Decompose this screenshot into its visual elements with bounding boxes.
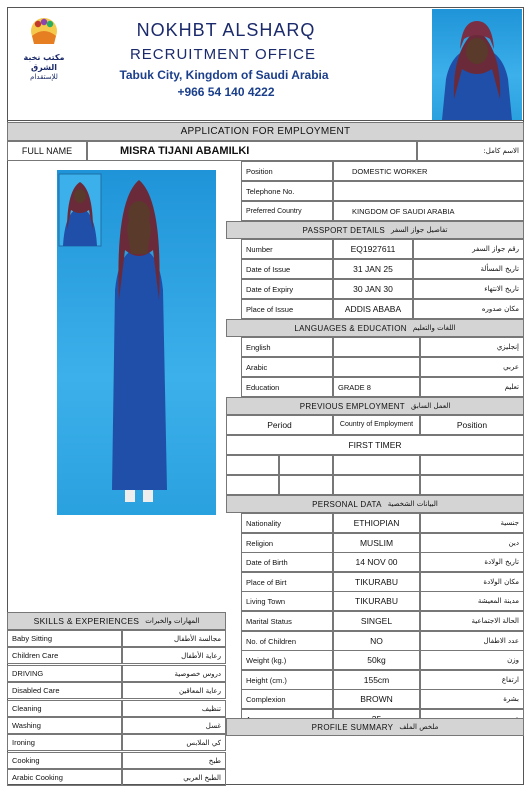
personal-row-arabic: مكان الولادة [420,572,524,592]
english-label: English [241,337,333,357]
position-value: DOMESTIC WORKER [333,161,524,181]
previous-employment-title-en: PREVIOUS EMPLOYMENT [299,401,405,411]
full-body-photo [57,170,216,515]
preferred-country-label: Preferred Country [241,201,333,221]
passport-photo [432,9,522,120]
languages-title-ar: اللغات والتعليم [412,324,456,332]
passport-number-label: Number [241,239,333,259]
personal-row-arabic: دين [420,533,524,553]
skill-row-arabic: الطبخ العربي [122,769,226,786]
skill-row-label: Washing [7,717,122,734]
office-name: RECRUITMENT OFFICE [129,46,317,63]
personal-row-label: Height (cm.) [241,670,333,690]
telephone-label: Telephone No. [241,181,333,201]
english-value [333,337,420,357]
employment-empty-1b [279,455,333,475]
logo-text-line1: مكتب نخبة الشرق [23,53,65,72]
company-name: NOKHBT ALSHARQ [136,20,316,40]
employment-first-timer: FIRST TIMER [226,435,524,455]
employment-empty-1c [333,455,420,475]
skill-row-arabic: رعاية المعاقين [122,682,226,699]
passport-expiry-value: 30 JAN 30 [333,279,413,299]
skill-row-label: Disabled Care [7,682,122,699]
skill-row-arabic: مجالسة الأطفال [122,630,226,647]
personal-row-arabic: عدد الاطفال [420,631,524,651]
full-name-arabic: الاسم كامل: [417,141,524,161]
full-body-figure [57,170,216,515]
previous-employment-title-ar: العمل السابق [411,402,451,410]
telephone-value [333,181,524,201]
application-title: APPLICATION FOR EMPLOYMENT [7,122,524,141]
personal-row-label: Nationality [241,513,333,533]
logo-icon [14,14,74,48]
personal-row-label: Place of Birt [241,572,333,592]
passport-place-arabic: مكان صدوره [413,299,524,319]
office-phone: +966 54 140 4222 [177,85,275,99]
arabic-value [333,357,420,377]
employment-col-country [333,415,420,435]
passport-issue-label: Date of Issue [241,259,333,279]
employment-col-position: Position [420,415,524,435]
skill-row-arabic: رعاية الأطفال [122,647,226,664]
passport-place-value: ADDIS ABABA [333,299,413,319]
passport-number-arabic: رقم جواز السفر [413,239,524,259]
skill-row-label: Cooking [7,752,122,769]
education-label: Education [241,377,333,397]
skill-row-label: DRIVING [7,665,122,682]
skill-row-label: Arabic Cooking [7,769,122,786]
passport-issue-value: 31 JAN 25 [333,259,413,279]
passport-title [226,221,524,239]
profile-summary-title-en: PROFILE SUMMARY [311,722,394,732]
full-name-value: MISRA TIJANI ABAMILKI [87,141,417,161]
personal-row-value: 50kg [333,650,420,670]
profile-summary-title [226,718,524,736]
employment-empty-2d [420,475,524,495]
employment-empty-2c [333,475,420,495]
personal-row-label: Weight (kg.) [241,650,333,670]
passport-expiry-label: Date of Expiry [241,279,333,299]
personal-data-title-ar: البيانات الشخصية [387,500,438,508]
previous-employment-title [226,397,524,415]
personal-row-arabic: تاريخ الولادة [420,552,524,572]
arabic-arabic: عربي [420,357,524,377]
skills-title-ar: المهارات والخبرات [145,617,200,625]
employment-col-period: Period [226,415,333,435]
personal-row-value: NO [333,631,420,651]
position-label: Position [241,161,333,181]
preferred-country-value: KINGDOM OF SAUDI ARABIA [333,201,524,221]
skill-row-label: Baby Sitting [7,630,122,647]
english-arabic: إنجليزي [420,337,524,357]
personal-row-label: Living Town [241,591,333,611]
personal-row-arabic: مدينة المعيشة [420,591,524,611]
skills-title [7,612,226,630]
personal-row-value: MUSLIM [333,533,420,553]
portrait-figure [432,9,522,120]
skill-row-arabic: غسل [122,717,226,734]
skill-row-arabic: طبخ [122,752,226,769]
profile-summary-title-ar: ملخص الملف [399,723,439,731]
personal-row-value: SINGEL [333,611,420,631]
personal-row-value: 155cm [333,670,420,690]
passport-title-ar: تفاصيل جواز السفر [391,226,448,234]
employment-empty-2a [226,475,279,495]
office-city: Tabuk City, Kingdom of Saudi Arabia [119,68,329,82]
personal-row-value: BROWN [333,689,420,709]
personal-row-label: No. of Children [241,631,333,651]
languages-title-en: LANGUAGES & EDUCATION [294,323,407,333]
education-value: GRADE 8 [333,377,420,397]
personal-row-arabic: بشرة [420,689,524,709]
languages-title [226,319,524,337]
personal-row-arabic: الحالة الاجتماعية [420,611,524,631]
personal-row-value: ETHIOPIAN [333,513,420,533]
skill-row-arabic: دروس خصوصية [122,665,226,682]
passport-expiry-arabic: تاريخ الانتهاء [413,279,524,299]
passport-title-en: PASSPORT DETAILS [302,225,386,235]
personal-data-title [226,495,524,513]
skill-row-label: Ironing [7,734,122,751]
personal-row-label: Marital Status [241,611,333,631]
personal-data-title-en: PERSONAL DATA [312,499,382,509]
employment-col-country-text: Country of Employment [339,421,414,428]
employment-empty-1d [420,455,524,475]
skill-row-label: Cleaning [7,700,122,717]
company-logo [14,14,74,81]
skill-row-label: Children Care [7,647,122,664]
passport-number-value: EQ1927611 [333,239,413,259]
personal-row-value: TIKURABU [333,572,420,592]
skills-title-en: SKILLS & EXPERIENCES [33,616,140,626]
personal-row-label: Date of Birth [241,552,333,572]
employment-empty-2b [279,475,333,495]
education-arabic: تعليم [420,377,524,397]
logo-text-line2: للإستقدام [30,73,58,81]
full-name-label: FULL NAME [7,141,87,161]
personal-row-arabic: جنسية [420,513,524,533]
skill-row-arabic: تنظيف [122,700,226,717]
passport-issue-arabic: تاريخ المسألة [413,259,524,279]
skill-row-arabic: كي الملابس [122,734,226,751]
personal-row-value: 14 NOV 00 [333,552,420,572]
employment-empty-1a [226,455,279,475]
personal-row-arabic: وزن [420,650,524,670]
arabic-label: Arabic [241,357,333,377]
personal-row-arabic: ارتفاع [420,670,524,690]
personal-row-label: Complexion [241,689,333,709]
personal-row-value: TIKURABU [333,591,420,611]
personal-row-label: Religion [241,533,333,553]
passport-place-label: Place of Issue [241,299,333,319]
